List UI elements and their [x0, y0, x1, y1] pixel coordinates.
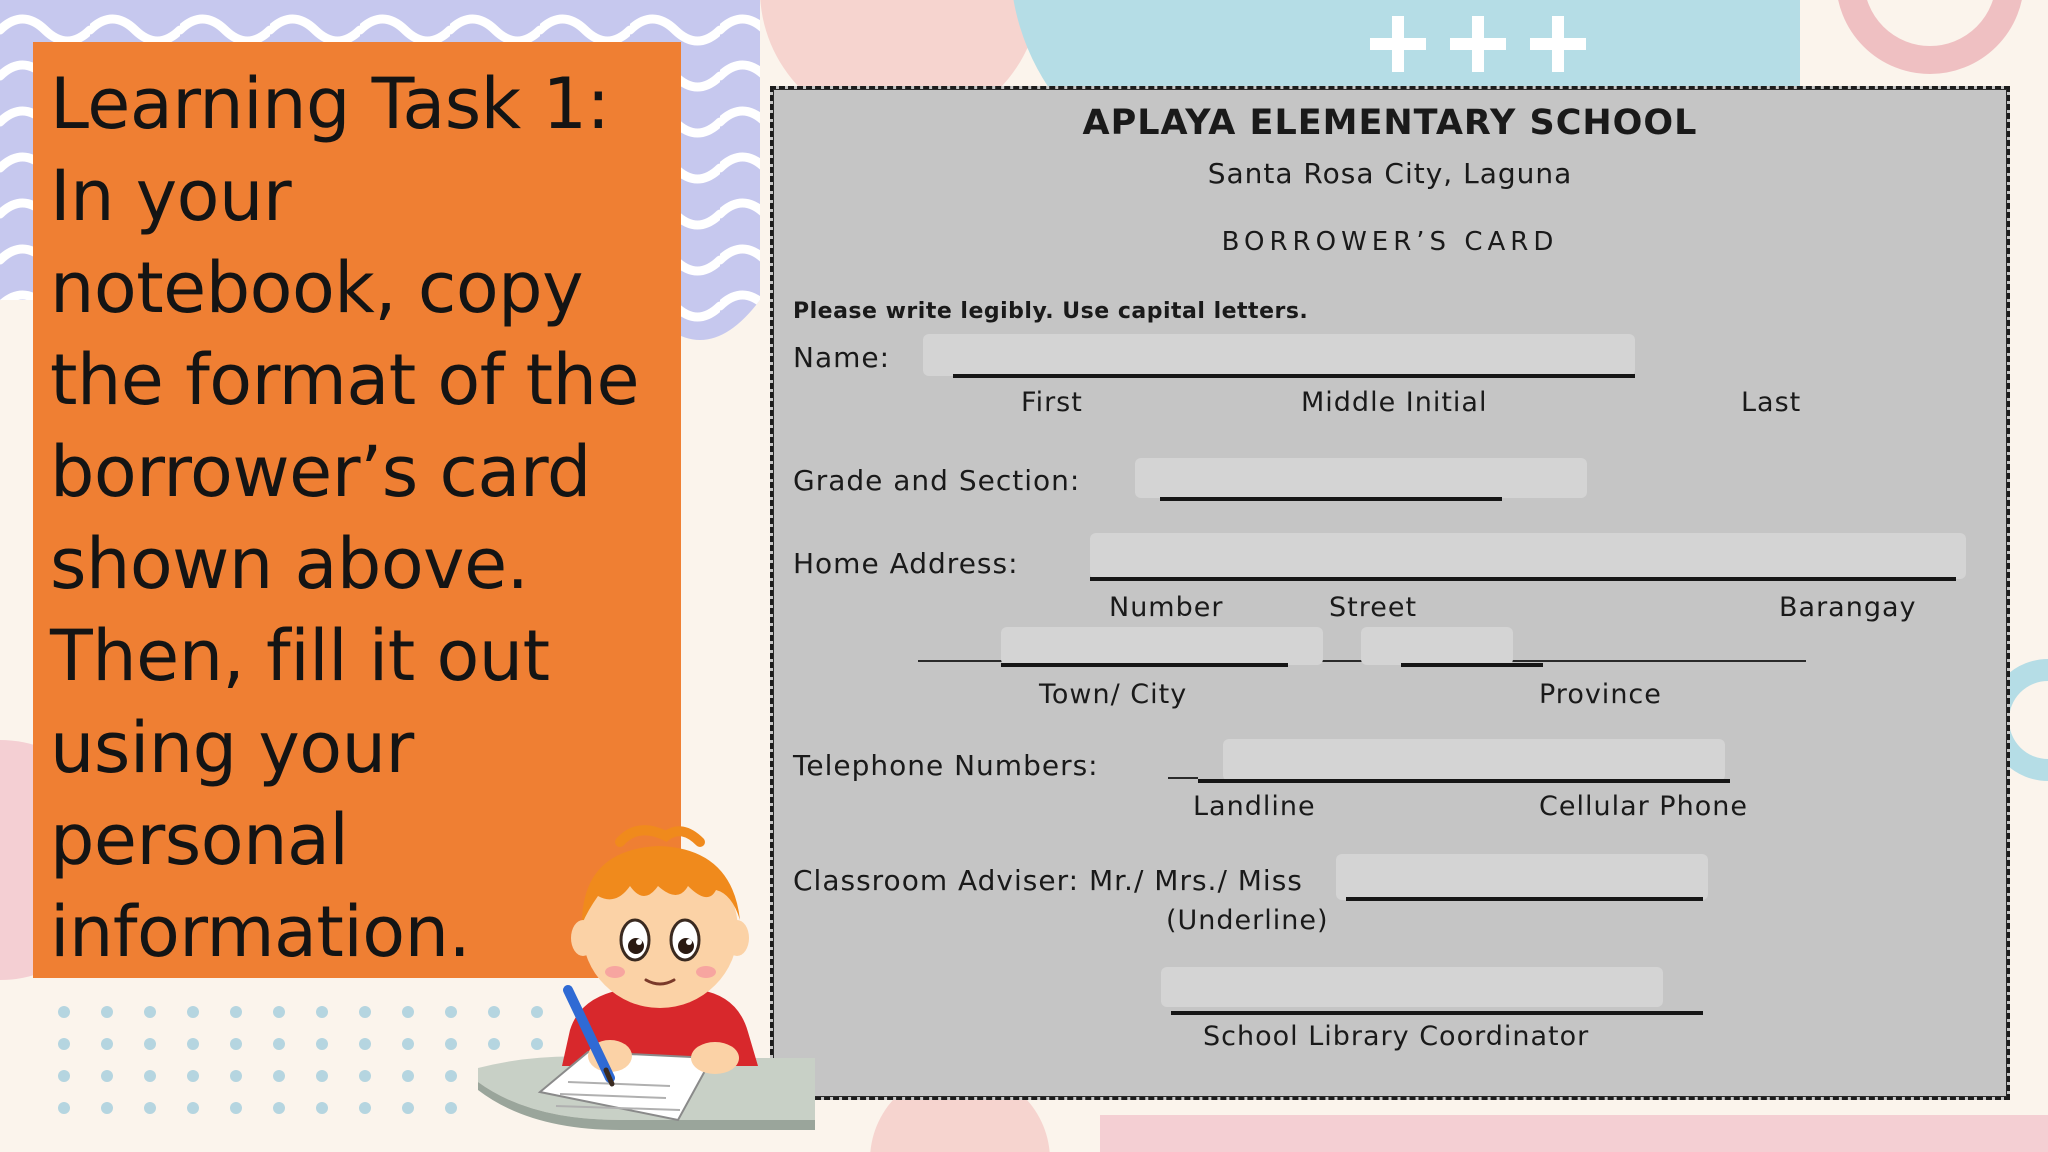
task-line: shown above. — [50, 523, 529, 605]
telephone-label: Telephone Numbers: — [793, 749, 1099, 782]
grade-section-field[interactable] — [1135, 458, 1587, 498]
task-line: notebook, copy — [50, 247, 584, 329]
home-address-label: Home Address: — [793, 547, 1019, 580]
home-address-field[interactable] — [1090, 533, 1966, 579]
coordinator-label: School Library Coordinator — [1203, 1021, 1590, 1052]
coordinator-signature-field[interactable] — [1161, 967, 1663, 1007]
task-line: using your — [50, 707, 414, 789]
telephone-field[interactable] — [1223, 739, 1725, 781]
province-field[interactable] — [1361, 627, 1513, 665]
address-street-label: Street — [1329, 592, 1418, 623]
plus-icon — [1370, 16, 1586, 72]
address-province-label: Province — [1539, 679, 1662, 710]
task-line: Then, fill it out — [50, 615, 550, 697]
classroom-adviser-field[interactable] — [1336, 854, 1708, 900]
province-underline — [1401, 663, 1543, 667]
classroom-adviser-underline — [1346, 897, 1703, 901]
task-line: Learning Task 1: — [50, 63, 610, 145]
adviser-note: (Underline) — [1166, 905, 1329, 936]
telephone-landline-label: Landline — [1193, 791, 1316, 822]
name-last-label: Last — [1741, 387, 1802, 418]
telephone-underline — [1198, 779, 1730, 783]
task-line: borrower’s card — [50, 431, 591, 513]
card-title: BORROWER’S CARD — [1221, 227, 1559, 257]
name-label: Name: — [793, 341, 891, 374]
coordinator-underline — [1171, 1011, 1703, 1015]
telephone-dash — [1168, 777, 1198, 779]
task-line: information. — [50, 891, 471, 973]
grade-section-underline — [1160, 497, 1502, 501]
town-city-underline — [1001, 663, 1288, 667]
school-location: Santa Rosa City, Laguna — [1207, 157, 1573, 190]
task-line: personal — [50, 799, 349, 881]
school-name: APLAYA ELEMENTARY SCHOOL — [1082, 103, 1698, 143]
borrowers-card — [770, 86, 2010, 1100]
classroom-adviser-label: Classroom Adviser: Mr./ Mrs./ Miss — [793, 864, 1303, 897]
grade-section-label: Grade and Section: — [793, 464, 1081, 497]
telephone-cellular-label: Cellular Phone — [1539, 791, 1748, 822]
town-city-field[interactable] — [1001, 627, 1323, 665]
address-number-label: Number — [1109, 592, 1224, 623]
card-instruction: Please write legibly. Use capital letters. — [793, 299, 1309, 324]
address-town-label: Town/ City — [1039, 679, 1188, 710]
name-middle-label: Middle Initial — [1301, 387, 1488, 418]
name-field[interactable] — [923, 334, 1635, 376]
child-writing-illustration — [470, 820, 820, 1152]
name-first-label: First — [1021, 387, 1083, 418]
task-line: In your — [50, 155, 292, 237]
address-barangay-label: Barangay — [1779, 592, 1917, 623]
task-line: the format of the — [50, 339, 640, 421]
name-underline — [953, 374, 1635, 378]
home-address-underline — [1090, 577, 1956, 581]
